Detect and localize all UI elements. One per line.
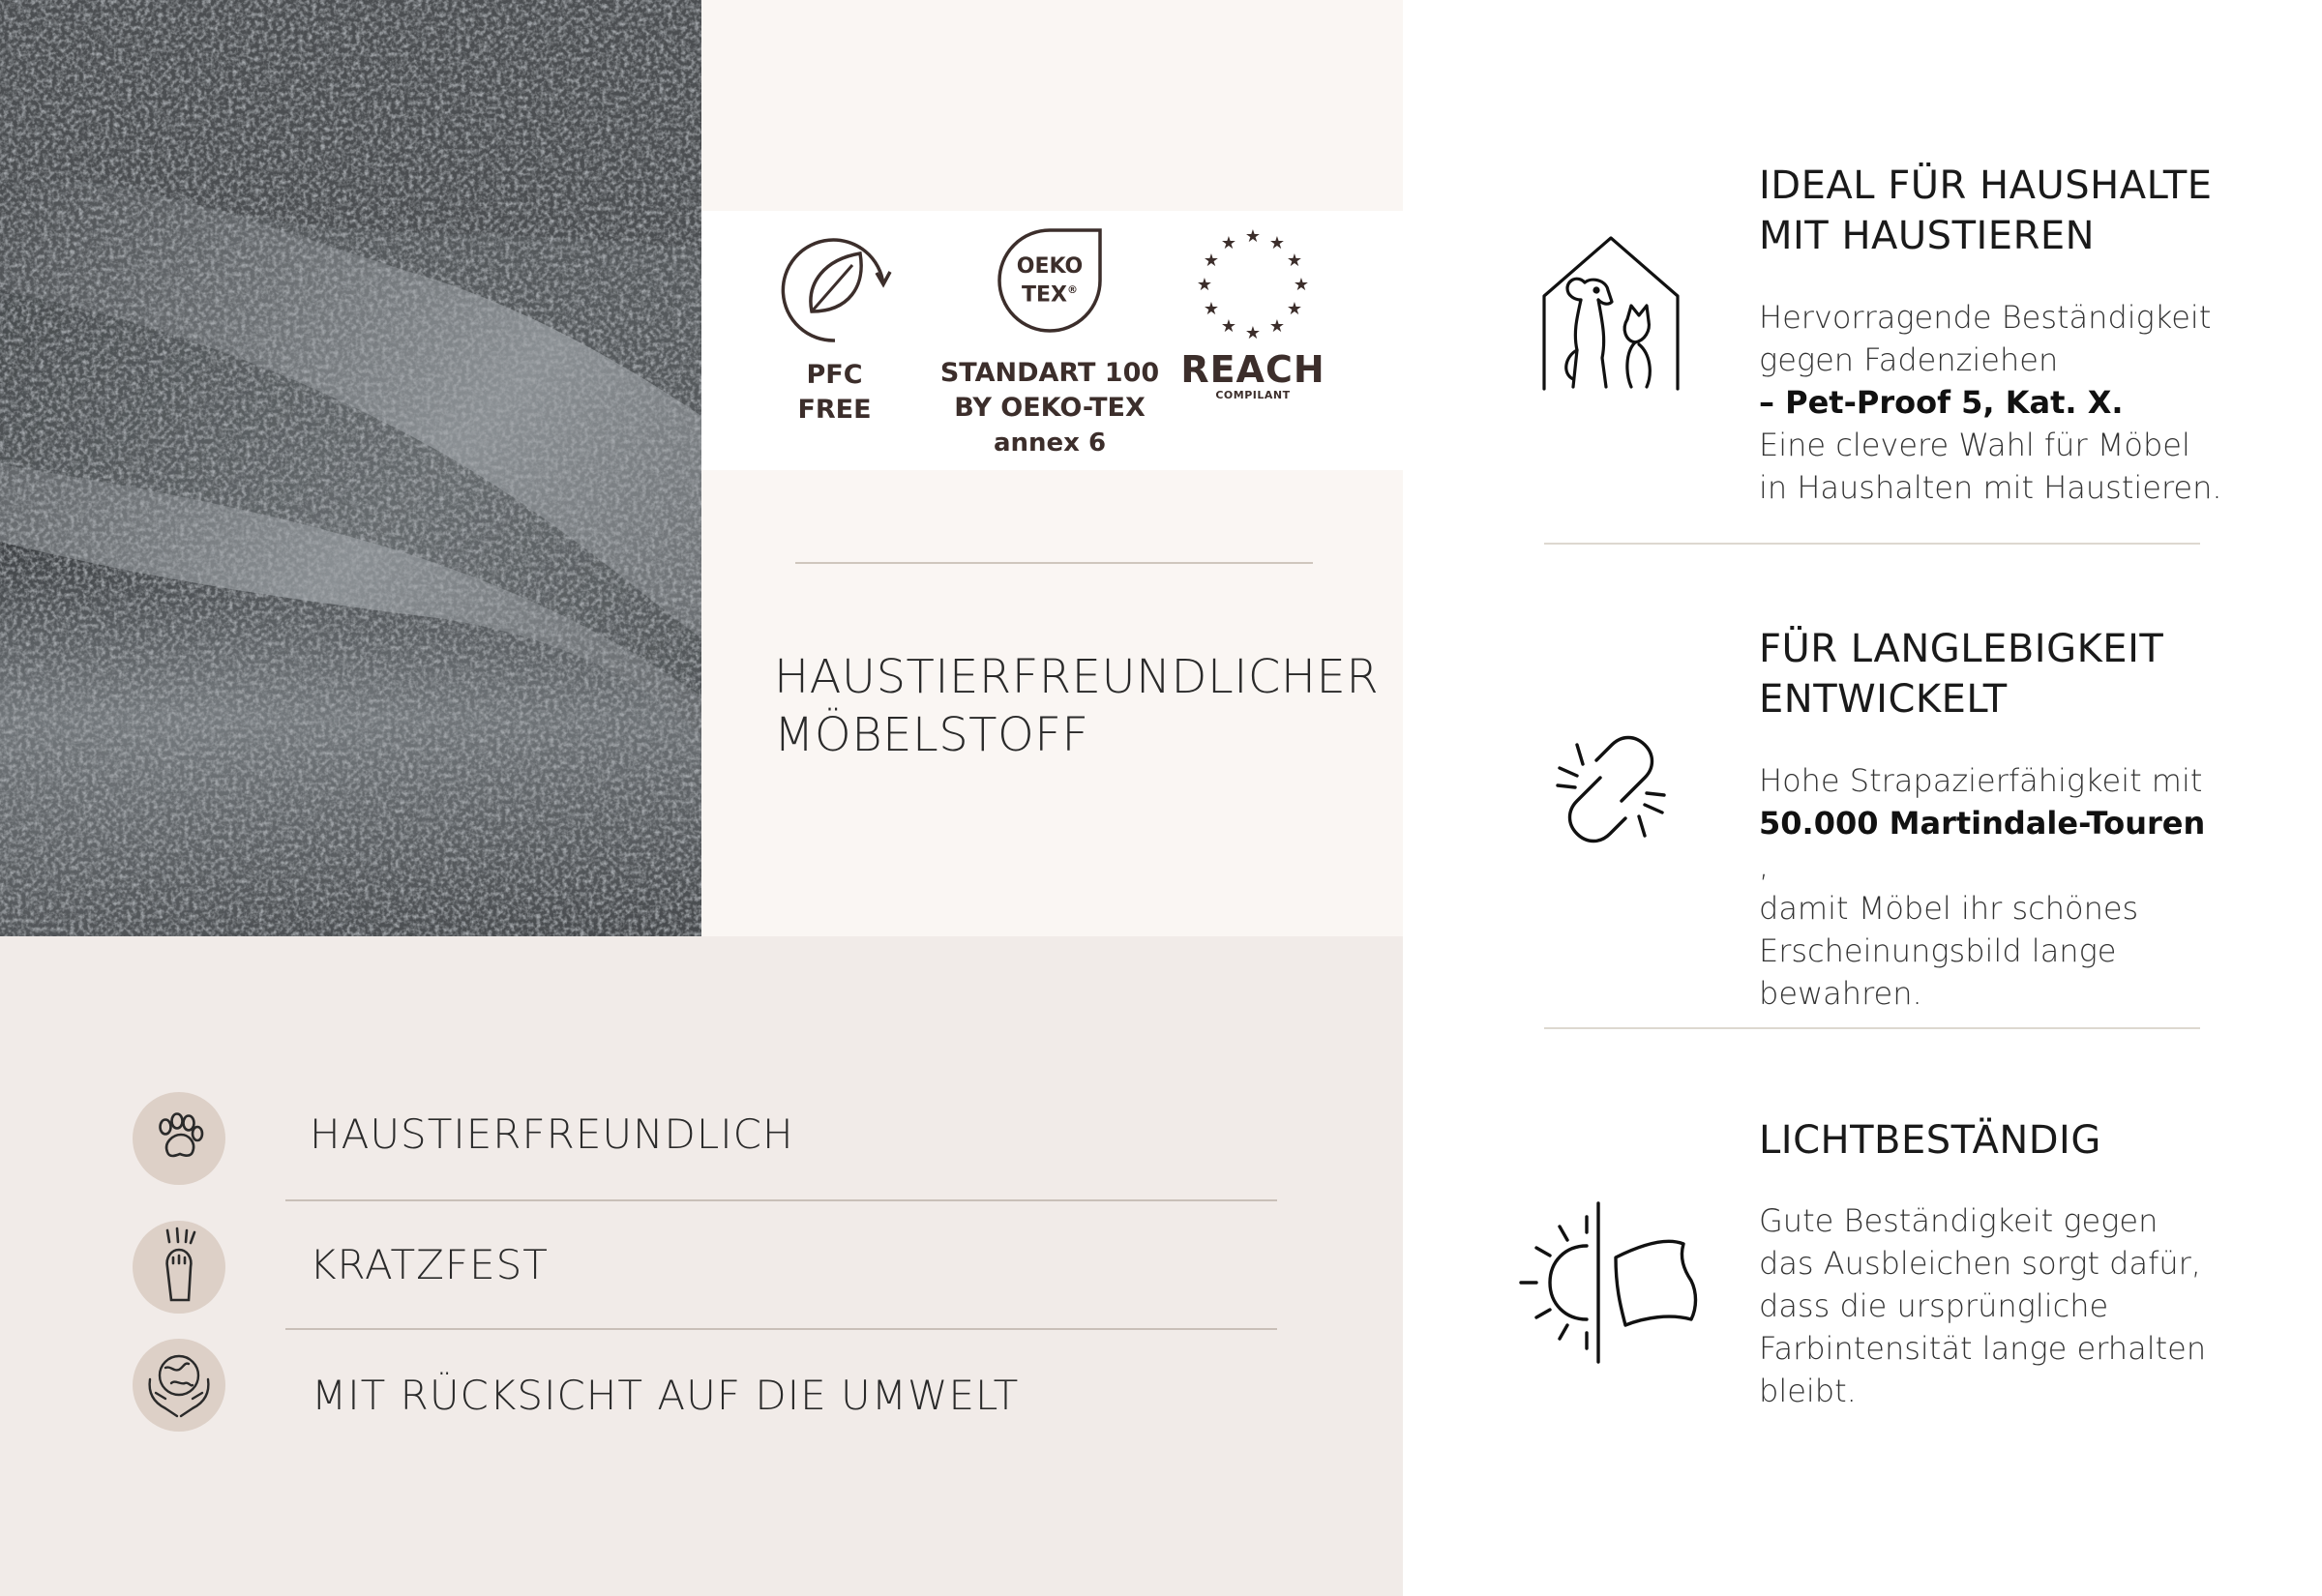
- oeko-badge-mark: ®: [1067, 283, 1078, 296]
- benefit-2-body-line1: Hohe Strapazierfähigkeit mit: [1759, 762, 2203, 799]
- cert-pfc-line2: FREE: [797, 395, 872, 425]
- oeko-badge-line2-wrap: [996, 279, 1104, 307]
- benefit-2-title-line1: FÜR LANGLEBIGKEIT: [1759, 627, 2164, 671]
- benefit-1-title: [1759, 161, 2213, 261]
- headline-line2: MÖBELSTOFF: [774, 708, 1089, 762]
- page-headline: [774, 648, 1379, 764]
- svg-text:★: ★: [1220, 233, 1237, 253]
- benefit-2-body-line5: bewahren.: [1759, 975, 1922, 1012]
- leaf-recycle-icon: [777, 226, 893, 348]
- paw-icon: [133, 1092, 225, 1185]
- benefit-3-body-line2: das Ausbleichen sorgt dafür,: [1759, 1245, 2201, 1282]
- sun-fabric-icon: [1490, 1197, 1722, 1367]
- benefit-3-body-line5: bleibt.: [1759, 1373, 1857, 1409]
- svg-text:★: ★: [1286, 251, 1303, 271]
- svg-text:★: ★: [1203, 251, 1220, 271]
- headline-line1: HAUSTIERFREUNDLICHER: [774, 650, 1380, 704]
- oeko-tex-icon: [996, 226, 1104, 335]
- benefit-3-body-line4: Farbintensität lange erhalten: [1759, 1330, 2207, 1367]
- benefit-1-body-line5: in Haushalten mit Haustieren.: [1759, 469, 2222, 506]
- paw-icon-badge: [133, 1092, 225, 1185]
- svg-text:★: ★: [1244, 323, 1262, 343]
- reach-sub: COMPILANT: [1215, 389, 1291, 401]
- benefit-1-body-line1: Hervorragende Beständigkeit: [1759, 299, 2212, 336]
- benefit-1-title-line2: MIT HAUSTIEREN: [1759, 214, 2096, 258]
- cream-panel-top: [701, 0, 1403, 211]
- feature-divider-2: [285, 1328, 1277, 1330]
- cert-pfc-free: [764, 226, 905, 428]
- svg-text:★: ★: [1293, 275, 1310, 295]
- benefit-2-body-line4: Erscheinungsbild lange: [1759, 932, 2117, 969]
- benefit-divider-1: [1544, 543, 2200, 545]
- globe-hands-icon-badge: [133, 1339, 225, 1432]
- benefit-1-title-line1: IDEAL FÜR HAUSHALTE: [1759, 163, 2213, 208]
- svg-text:★: ★: [1268, 316, 1286, 337]
- svg-text:★: ★: [1244, 226, 1262, 247]
- scratch-claw-icon: [133, 1221, 225, 1314]
- cert-oeko-tex: [929, 226, 1171, 460]
- feature-label-environment: MIT RÜCKSICHT AUF DIE UMWELT: [312, 1372, 1020, 1419]
- feature-label-pet-friendly: HAUSTIERFREUNDLICH: [310, 1110, 794, 1158]
- cert-oeko-annex: annex 6: [993, 429, 1107, 458]
- svg-text:★: ★: [1286, 299, 1303, 319]
- benefit-1-bold: – Pet-Proof 5, Kat. X.: [1759, 384, 2124, 421]
- eu-stars-icon: [1190, 226, 1316, 346]
- feature-divider-1: [285, 1199, 1277, 1201]
- svg-text:★: ★: [1203, 299, 1220, 319]
- benefit-2-bold-tail: ,: [1759, 847, 1770, 884]
- benefit-2-body: [1759, 759, 2262, 1015]
- globe-hands-icon: [133, 1339, 225, 1432]
- benefit-3-body-line3: dass die ursprüngliche: [1759, 1287, 2109, 1324]
- benefit-2-bold-line: [1759, 802, 2262, 887]
- benefit-2-title-line2: ENTWICKELT: [1759, 677, 2008, 722]
- svg-text:★: ★: [1268, 233, 1286, 253]
- feature-label-scratch-resistant: KRATZFEST: [310, 1241, 549, 1288]
- svg-text:★: ★: [1220, 316, 1237, 337]
- fabric-photo: [0, 0, 701, 936]
- pet-house-icon: [1538, 232, 1683, 397]
- chain-link-icon: [1538, 727, 1683, 853]
- benefit-3-title-line1: LICHTBESTÄNDIG: [1759, 1118, 2101, 1163]
- oeko-badge-line2: TEX: [1022, 282, 1067, 308]
- benefit-2-body-line3: damit Möbel ihr schönes: [1759, 890, 2139, 927]
- benefit-2-title: [1759, 624, 2163, 724]
- benefit-1-body-line4: Eine clevere Wahl für Möbel: [1759, 427, 2190, 463]
- scratch-claw-icon-badge: [133, 1221, 225, 1314]
- benefit-1-body: [1759, 296, 2262, 509]
- cert-oeko-line1: STANDART 100: [939, 358, 1160, 388]
- benefit-3-title: [1759, 1115, 2101, 1166]
- reach-word: REACH: [1180, 348, 1325, 391]
- benefit-divider-2: [1544, 1027, 2200, 1029]
- benefit-1-body-line2: gegen Fadenziehen: [1759, 341, 2059, 378]
- cert-reach: [1180, 226, 1325, 401]
- oeko-badge-line1: OEKO: [1016, 254, 1084, 279]
- benefit-3-body-line1: Gute Beständigkeit gegen: [1759, 1202, 2158, 1239]
- cert-oeko-line2: BY OEKO-TEX: [954, 393, 1146, 423]
- svg-text:★: ★: [1196, 275, 1213, 295]
- benefit-3-body: [1759, 1199, 2262, 1412]
- middle-divider: [795, 562, 1313, 564]
- benefit-2-bold: 50.000 Martindale-Touren: [1759, 805, 2206, 842]
- cert-pfc-line1: PFC: [806, 360, 863, 390]
